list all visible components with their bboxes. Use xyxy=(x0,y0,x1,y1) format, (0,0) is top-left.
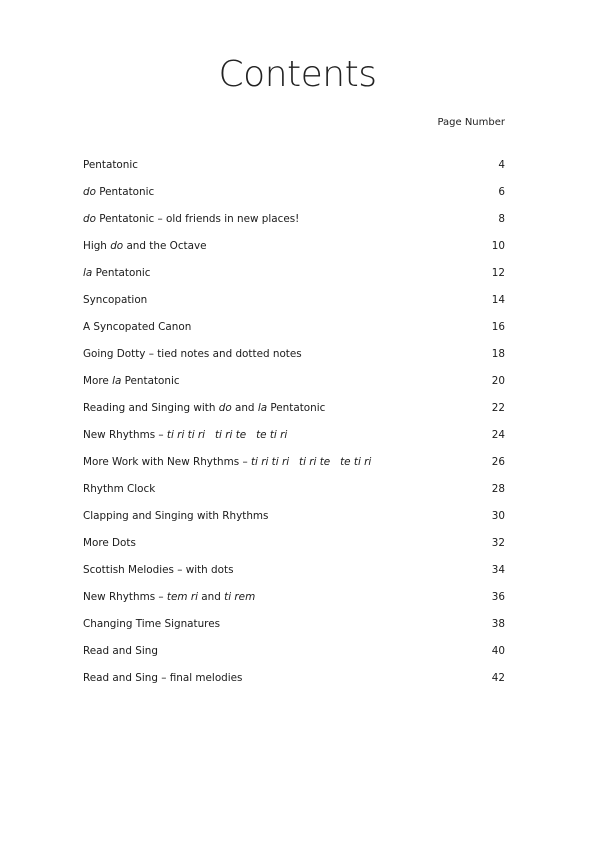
contents-list xyxy=(83,157,505,697)
entry-title-part: Pentatonic xyxy=(121,375,180,387)
entry-page-number: 6 xyxy=(498,186,505,198)
entry-title-part: Read and Sing xyxy=(83,645,158,657)
entry-title xyxy=(83,157,138,173)
contents-entry[interactable] xyxy=(83,211,505,238)
contents-entry[interactable] xyxy=(83,481,505,508)
entry-title-part: High xyxy=(83,240,111,252)
contents-entry[interactable] xyxy=(83,400,505,427)
contents-entry[interactable] xyxy=(83,346,505,373)
entry-title-italic-part: la xyxy=(257,402,268,414)
contents-entry[interactable] xyxy=(83,292,505,319)
entry-page-number: 42 xyxy=(491,672,505,684)
entry-page-number: 26 xyxy=(491,456,505,468)
contents-entry[interactable] xyxy=(83,562,505,589)
entry-title-part: Pentatonic xyxy=(83,159,138,171)
entry-title-italic-part: do xyxy=(83,213,96,225)
page-number-column-header: Page Number xyxy=(437,117,505,128)
page-title: Contents xyxy=(218,54,377,96)
entry-page-number: 22 xyxy=(491,402,505,414)
contents-entry[interactable] xyxy=(83,643,505,670)
entry-title-part: and the Octave xyxy=(123,240,207,252)
entry-page-number: 10 xyxy=(491,240,505,252)
entry-title-italic-part: do xyxy=(218,402,232,414)
entry-title xyxy=(83,562,233,578)
entry-title xyxy=(83,292,147,308)
entry-page-number: 38 xyxy=(491,618,505,630)
entry-title-part: A Syncopated Canon xyxy=(83,321,192,333)
entry-title xyxy=(83,616,220,632)
entry-title-part: Going Dotty – tied notes and dotted notes xyxy=(83,348,302,360)
entry-title-part: New Rhythms – xyxy=(83,429,167,441)
entry-title xyxy=(83,589,255,605)
entry-page-number: 28 xyxy=(491,483,505,495)
entry-title xyxy=(83,643,158,659)
entry-title-italic-part: la xyxy=(83,267,93,279)
entry-page-number: 20 xyxy=(491,375,505,387)
entry-page-number: 18 xyxy=(491,348,505,360)
entry-title xyxy=(83,427,287,443)
entry-title xyxy=(83,400,325,416)
entry-title-part: Read and Sing – final melodies xyxy=(83,672,243,684)
contents-entry[interactable] xyxy=(83,319,505,346)
entry-title-italic-part: ti ri ti ri ti ri te te ti ri xyxy=(250,456,372,468)
entry-title-part: Reading and Singing with xyxy=(83,402,219,414)
entry-title-italic-part: tem ri xyxy=(166,591,198,603)
contents-entry[interactable] xyxy=(83,535,505,562)
entry-page-number: 32 xyxy=(491,537,505,549)
entry-title-part: and xyxy=(231,402,258,414)
entry-page-number: 4 xyxy=(498,159,505,171)
entry-title xyxy=(83,508,268,524)
entry-title xyxy=(83,265,151,281)
contents-entry[interactable] xyxy=(83,454,505,481)
contents-entry[interactable] xyxy=(83,670,505,697)
entry-title-part: and xyxy=(197,591,225,603)
entry-title-italic-part: la xyxy=(112,375,122,387)
contents-entry[interactable] xyxy=(83,616,505,643)
entry-title-italic-part: do xyxy=(83,186,96,198)
contents-entry[interactable] xyxy=(83,589,505,616)
entry-page-number: 12 xyxy=(491,267,505,279)
entry-page-number: 34 xyxy=(491,564,505,576)
entry-title-part: Pentatonic xyxy=(267,402,326,414)
entry-title xyxy=(83,184,154,200)
entry-title xyxy=(83,346,302,362)
entry-title xyxy=(83,670,242,686)
entry-page-number: 40 xyxy=(491,645,505,657)
contents-entry[interactable] xyxy=(83,427,505,454)
entry-title-part: Pentatonic xyxy=(92,267,151,279)
entry-title xyxy=(83,211,299,227)
entry-page-number: 16 xyxy=(491,321,505,333)
contents-entry[interactable] xyxy=(83,238,505,265)
contents-entry[interactable] xyxy=(83,265,505,292)
entry-title-part: Scottish Melodies – with dots xyxy=(83,564,234,576)
entry-title xyxy=(83,238,207,254)
entry-title-part: Pentatonic – old friends in new places! xyxy=(95,213,300,225)
entry-title-part: Clapping and Singing with Rhythms xyxy=(83,510,269,522)
contents-entry[interactable] xyxy=(83,373,505,400)
entry-title-part: New Rhythms – xyxy=(83,591,167,603)
entry-title xyxy=(83,454,371,470)
entry-title-italic-part: ti ri ti ri ti ri te te ti ri xyxy=(166,429,288,441)
contents-entry[interactable] xyxy=(83,157,505,184)
entry-title-part: Rhythm Clock xyxy=(83,483,156,495)
entry-title-italic-part: do xyxy=(110,240,124,252)
entry-page-number: 36 xyxy=(491,591,505,603)
entry-title xyxy=(83,535,136,551)
entry-title-part: Pentatonic xyxy=(95,186,155,198)
entry-page-number: 14 xyxy=(491,294,505,306)
entry-page-number: 24 xyxy=(491,429,505,441)
contents-entry[interactable] xyxy=(83,508,505,535)
entry-title-part: More xyxy=(83,375,113,387)
entry-page-number: 8 xyxy=(498,213,505,225)
entry-title-part: More Work with New Rhythms – xyxy=(83,456,251,468)
entry-title xyxy=(83,319,191,335)
contents-entry[interactable] xyxy=(83,184,505,211)
entry-title xyxy=(83,373,180,389)
entry-title-italic-part: ti rem xyxy=(224,591,256,603)
entry-title xyxy=(83,481,155,497)
entry-page-number: 30 xyxy=(491,510,505,522)
entry-title-part: More Dots xyxy=(83,537,136,549)
entry-title-part: Syncopation xyxy=(83,294,148,306)
entry-title-part: Changing Time Signatures xyxy=(83,618,221,630)
